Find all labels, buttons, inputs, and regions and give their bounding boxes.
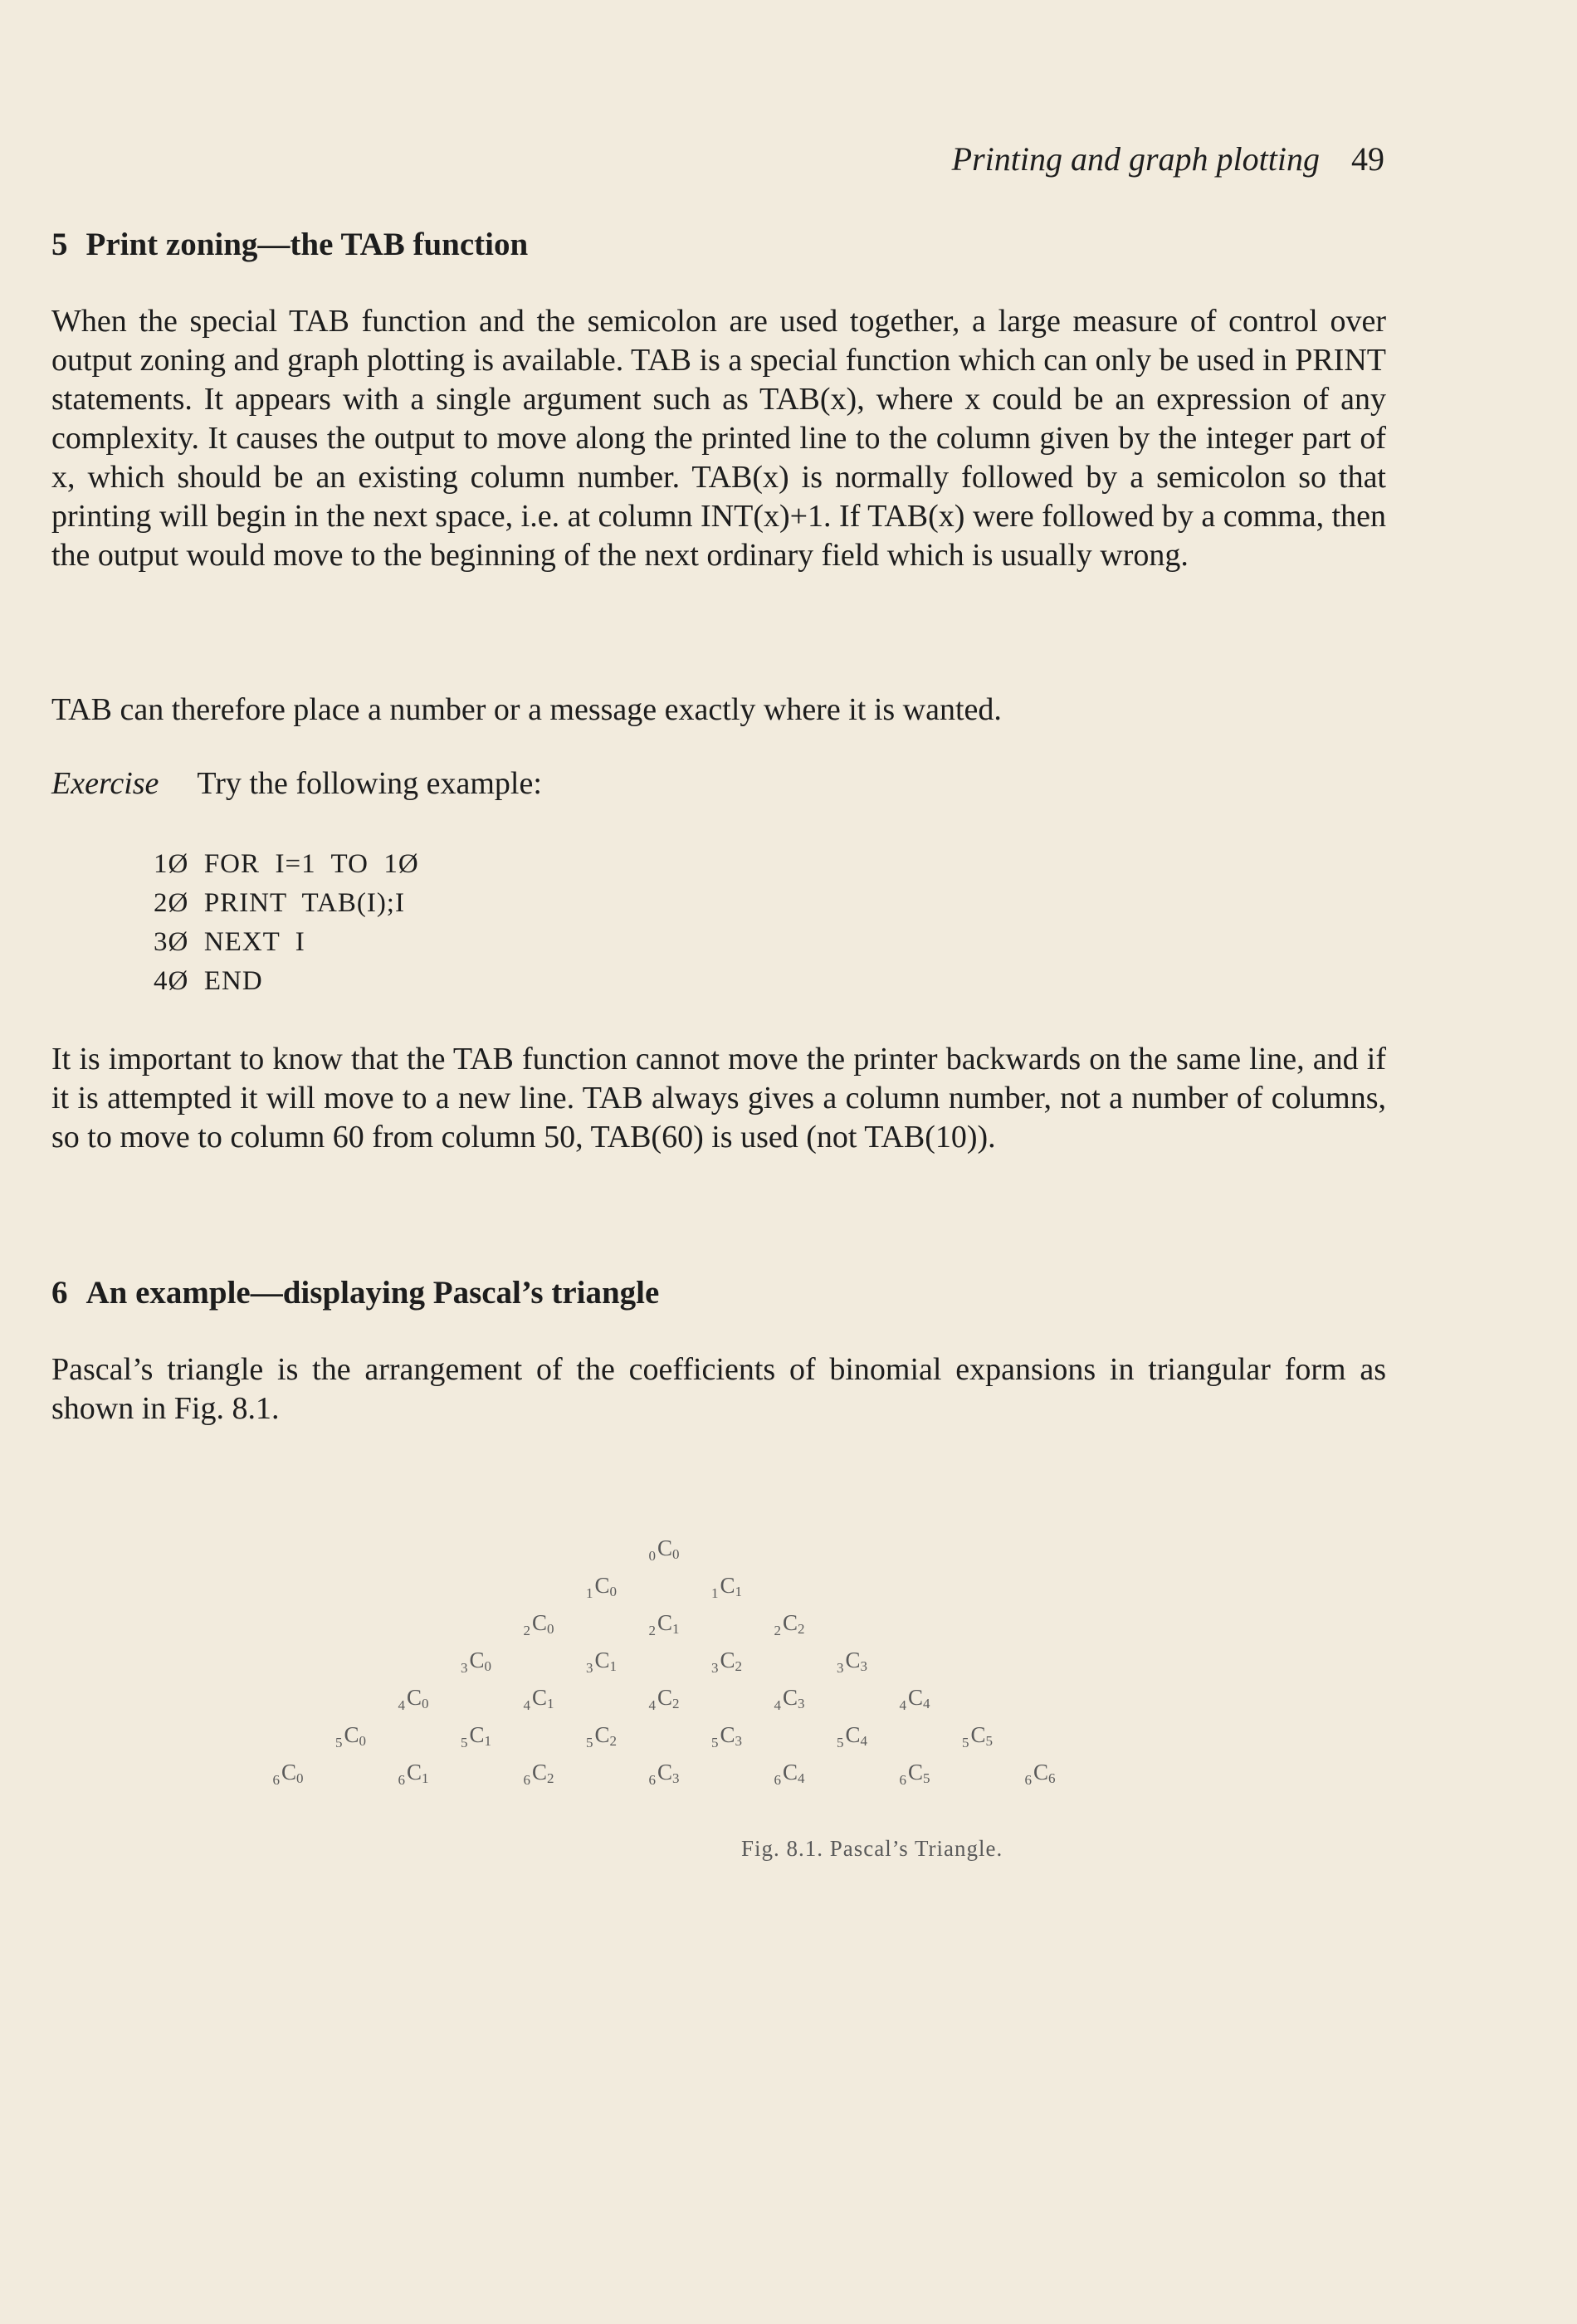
pascal-term: $_4C_2$ (648, 1685, 680, 1713)
pascal-triangle-figure (0, 1536, 1577, 1818)
pascal-term: $_3C_1$ (585, 1648, 618, 1676)
code-line: 3Ø NEXT I (154, 927, 305, 957)
figure-caption: Fig. 8.1. Pascal’s Triangle. (741, 1836, 1003, 1861)
pascal-term: $_5C_0$ (334, 1722, 367, 1750)
paragraph: TAB can therefore place a number or a message exactly where it is wanted. (51, 692, 1002, 727)
pascal-term: $_6C_0$ (272, 1760, 304, 1788)
pascal-term: $_4C_4$ (899, 1685, 930, 1713)
section-heading (51, 226, 528, 263)
exercise-text: Try the following example: (197, 766, 542, 801)
paragraph: When the special TAB function and the semicolon are used together, a large measure of control over output zoning and graph plotting is available. TAB is a special function which can only be used in PRINT statements. It appears with a single argument such as TAB(x), where x could be an expression of any complexity. It causes the output to move along the printed line to the column given by the integer part of x, which should be an existing column number. TAB(x) is normally followed by a semicolon so that printing will begin in the next space, i.e. at column INT(x)+1. If TAB(x) were followed by a comma, then the output would move to the beginning of the next ordinary field which is usually wrong. (51, 304, 1386, 573)
pascal-term: $_5C_1$ (460, 1722, 492, 1750)
page-number: 49 (1351, 140, 1384, 178)
code-line: 4Ø END (154, 966, 263, 996)
pascal-term: $_6C_6$ (1024, 1760, 1056, 1788)
section-title: Print zoning—the TAB function (85, 227, 529, 262)
running-title: Printing and graph plotting (951, 140, 1320, 178)
exercise-label: Exercise (51, 766, 159, 801)
section-number: 6 (51, 1275, 68, 1311)
code-line: 2Ø PRINT TAB(I);I (154, 888, 405, 918)
section-number: 5 (51, 227, 68, 262)
pascal-term: $_4C_1$ (523, 1685, 554, 1713)
pascal-term: $_5C_3$ (710, 1722, 743, 1750)
pascal-term: $_5C_2$ (585, 1722, 618, 1750)
pascal-term: $_3C_0$ (460, 1648, 492, 1676)
code-line: 1Ø FOR I=1 TO 1Ø (154, 849, 419, 879)
pascal-term: $_4C_0$ (398, 1685, 429, 1713)
pascal-term: $_5C_4$ (836, 1722, 868, 1750)
pascal-term: $_2C_2$ (774, 1610, 805, 1638)
section-heading (51, 1274, 659, 1311)
pascal-term: $_6C_3$ (648, 1760, 680, 1788)
pascal-term: $_6C_2$ (523, 1760, 554, 1788)
pascal-term: $_6C_1$ (398, 1760, 429, 1788)
pascal-term: $_1C_1$ (710, 1573, 743, 1601)
pascal-term: $_1C_0$ (585, 1573, 618, 1601)
pascal-term: $_2C_1$ (648, 1610, 680, 1638)
pascal-term: $_0C_0$ (648, 1536, 680, 1564)
running-head (952, 139, 1384, 178)
paragraph: Pascal’s triangle is the arrangement of the coefficients of binomial expansions in triangular form as shown in Fig. 8.1. (51, 1352, 1386, 1426)
pascal-term: $_4C_3$ (774, 1685, 805, 1713)
pascal-term: $_3C_3$ (836, 1648, 868, 1676)
pascal-term: $_6C_5$ (899, 1760, 930, 1788)
pascal-term: $_5C_5$ (961, 1722, 994, 1750)
section-title: An example—displaying Pascal’s triangle (85, 1275, 660, 1311)
pascal-term: $_6C_4$ (774, 1760, 805, 1788)
paragraph: It is important to know that the TAB function cannot move the printer backwards on the same line, and if it is attempted it will move to a new line. TAB always gives a column number, not a number of columns, so to move to column 60 from column 50, TAB(60) is used (not TAB(10)). (51, 1042, 1386, 1155)
pascal-term: $_2C_0$ (523, 1610, 554, 1638)
pascal-term: $_3C_2$ (710, 1648, 743, 1676)
code-listing (154, 845, 419, 1001)
exercise-line (51, 765, 542, 802)
